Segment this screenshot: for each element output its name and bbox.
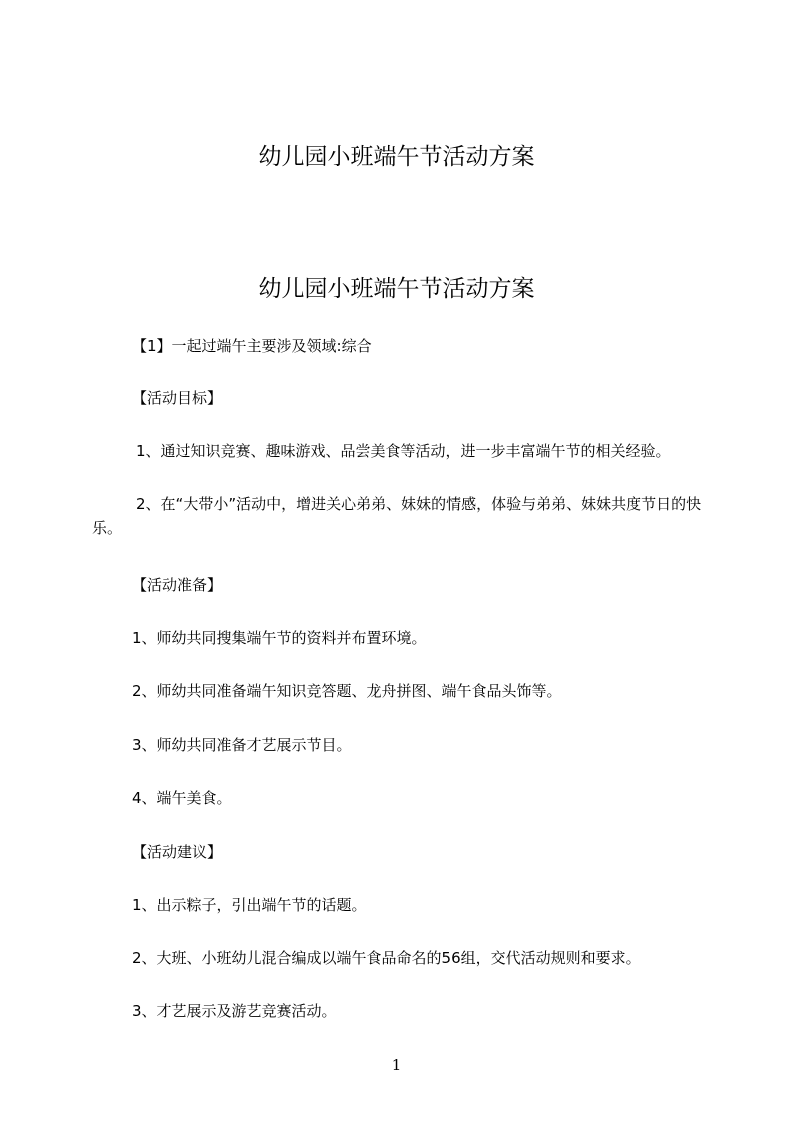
suggest-item-3: 3、才艺展示及游艺竞赛活动。 bbox=[132, 1002, 337, 1020]
suggest-item-2: 2、大班、小班幼儿混合编成以端午食品命名的56组，交代活动规则和要求。 bbox=[132, 949, 641, 967]
page-number: 1 bbox=[391, 1056, 402, 1074]
goal-item-1: 1、通过知识竞赛、趣味游戏、品尝美食等活动，进一步丰富端午节的相关经验。 bbox=[136, 442, 671, 460]
prep-item-2: 2、师幼共同准备端午知识竞答题、龙舟拼图、端午食品头饰等。 bbox=[132, 682, 562, 700]
suggest-heading: 【活动建议】 bbox=[132, 843, 223, 861]
page-header-title: 幼儿园小班端午节活动方案 bbox=[258, 144, 535, 170]
prep-item-3: 3、师幼共同准备才艺展示节目。 bbox=[132, 736, 352, 754]
prep-item-4: 4、端午美食。 bbox=[132, 789, 232, 807]
prep-heading: 【活动准备】 bbox=[132, 576, 223, 594]
goal-item-2: 2、在“大带小”活动中，增进关心弟弟、妹妹的情感，体验与弟弟、妹妹共度节日的快乐。 bbox=[92, 495, 702, 537]
prep-item-1: 1、师幼共同搜集端午节的资料并布置环境。 bbox=[132, 629, 427, 647]
suggest-item-1: 1、出示粽子，引出端午节的话题。 bbox=[132, 896, 367, 914]
document-title: 幼儿园小班端午节活动方案 bbox=[258, 276, 535, 302]
goals-heading: 【活动目标】 bbox=[132, 389, 223, 407]
intro-line: 【1】一起过端午主要涉及领域:综合 bbox=[132, 337, 372, 355]
